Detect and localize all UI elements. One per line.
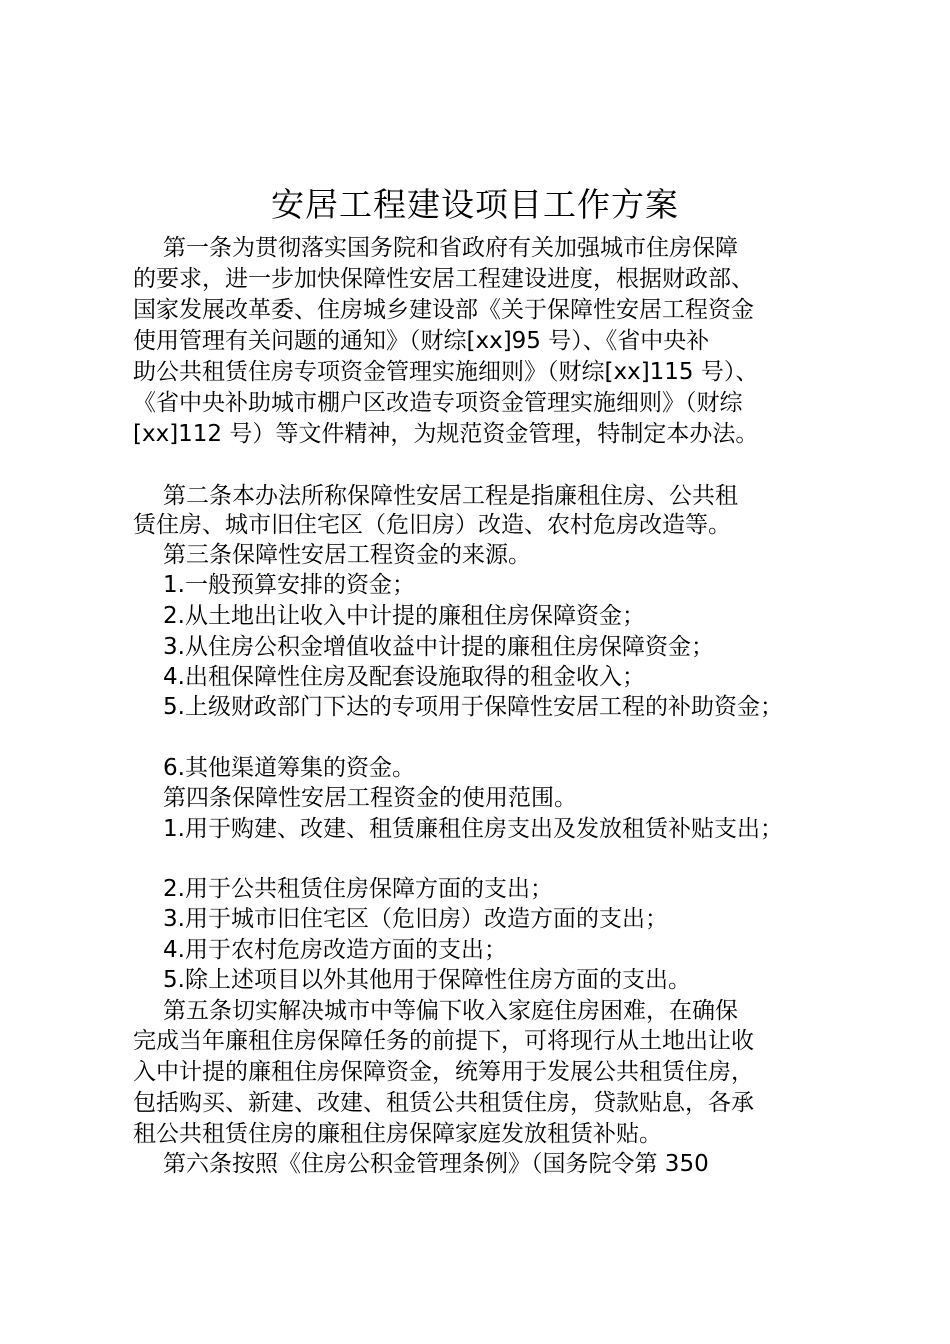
- article-2-line-1: 第二条本办法所称保障性安居工程是指廉租住房、公共租: [163, 483, 738, 509]
- article-4-item-2: 2.用于公共租赁住房保障方面的支出；: [163, 876, 553, 902]
- article-1-line-4: 使用管理有关问题的通知》（财综[xx]95 号）、《省中央补: [133, 328, 710, 354]
- article-3-heading: 第三条保障性安居工程资金的来源。: [163, 542, 531, 568]
- article-5-line-2: 完成当年廉租住房保障任务的前提下，可将现行从土地出让收: [133, 1028, 754, 1054]
- article-5-line-4: 包括购买、新建、改建、租赁公共租赁住房，贷款贴息，各承: [133, 1090, 754, 1116]
- article-3-item-6: 6.其他渠道筹集的资金。: [163, 755, 415, 781]
- article-5-line-5: 租公共租赁住房的廉租住房保障家庭发放租赁补贴。: [133, 1121, 662, 1147]
- article-6-line-1: 第六条按照《住房公积金管理条例》（国务院令第 350: [163, 1151, 709, 1177]
- article-1-line-2: 的要求，进一步加快保障性安居工程建设进度，根据财政部、: [133, 266, 754, 292]
- article-1-line-6: 《省中央补助城市棚户区改造专项资金管理实施细则》（财综: [133, 390, 743, 416]
- article-1-line-5: 助公共租赁住房专项资金管理实施细则》（财综[xx]115 号）、: [133, 359, 759, 385]
- article-1-line-3: 国家发展改革委、住房城乡建设部《关于保障性安居工程资金: [133, 297, 754, 323]
- article-4-item-5: 5.除上述项目以外其他用于保障性住房方面的支出。: [163, 967, 691, 993]
- article-2-line-2: 赁住房、城市旧住宅区（危旧房）改造、农村危房改造等。: [133, 512, 731, 538]
- article-4-heading: 第四条保障性安居工程资金的使用范围。: [163, 785, 577, 811]
- article-1-line-1: 第一条为贯彻落实国务院和省政府有关加强城市住房保障: [163, 235, 738, 261]
- article-3-item-4: 4.出租保障性住房及配套设施取得的租金收入；: [163, 664, 645, 690]
- article-1-line-7: [xx]112 号）等文件精神，为规范资金管理，特制定本办法。: [133, 421, 759, 447]
- article-5-line-3: 入中计提的廉租住房保障资金，统筹用于发展公共租赁住房，: [133, 1059, 754, 1085]
- document-title: 安居工程建设项目工作方案: [271, 185, 679, 224]
- article-3-item-3: 3.从住房公积金增值收益中计提的廉租住房保障资金；: [163, 634, 714, 660]
- article-3-item-5: 5.上级财政部门下达的专项用于保障性安居工程的补助资金；: [163, 694, 783, 720]
- article-5-line-1: 第五条切实解决城市中等偏下收入家庭住房困难，在确保: [163, 998, 738, 1024]
- article-4-item-3: 3.用于城市旧住宅区（危旧房）改造方面的支出；: [163, 906, 668, 932]
- article-4-item-1: 1.用于购建、改建、租赁廉租住房支出及发放租赁补贴支出；: [163, 816, 783, 842]
- article-3-item-1: 1.一般预算安排的资金；: [163, 572, 415, 598]
- article-4-item-4: 4.用于农村危房改造方面的支出；: [163, 937, 507, 963]
- article-3-item-2: 2.从土地出让收入中计提的廉租住房保障资金；: [163, 603, 645, 629]
